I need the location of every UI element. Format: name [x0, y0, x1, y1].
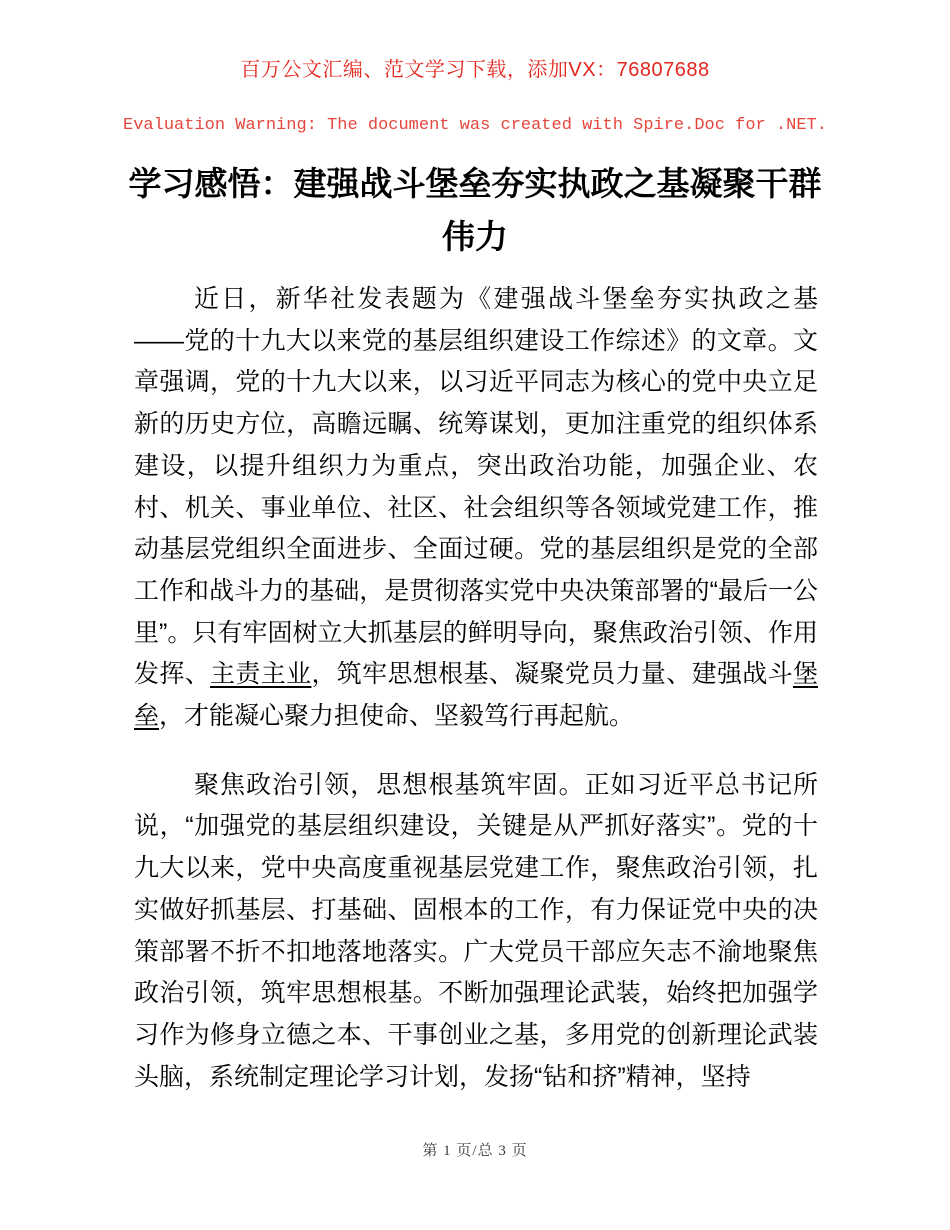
paragraph-1-underlined-phrase: 堡垒	[134, 660, 818, 731]
paragraph-1-text: 近日，新华社发表题为《建强战斗堡垒夯实执政之基——党的十九大以来党的基层组织建设工作综述》的文章。文章强调，党的十九大以来，以习近平同志为核心的党中央立足新的历史方位，高瞻远瞩、统筹谋划，更加注重党的组织体系建设，以提升组织力为重点，突出政治功能，加强企业、农村、机关、事业单位、社区、社会组织等各领域党建工作，推动基层党组织全面进步、全面过硬。党的基层组织是党的全部工作和战斗力的基础，是贯彻落实党中央决策部署的“最后一公里”。只有牢固树立大抓基层的鲜明导向，聚焦政治引领、作用发挥、	[134, 285, 818, 689]
paragraph-1-text: ，筑牢思想根基、凝聚党员力量、建强战斗	[311, 660, 793, 689]
paragraph-1-underlined-phrase: 主责主业	[210, 660, 312, 689]
paragraph-2	[134, 765, 818, 1099]
page-number-indicator: 第 1 页/总 3 页	[422, 1143, 528, 1159]
paragraph-1	[134, 279, 818, 738]
document-title: 学习感悟：建强战斗堡垒夯实执政之基凝聚干群伟力	[128, 165, 822, 255]
paragraph-2-text: 聚焦政治引领，思想根基筑牢固。正如习近平总书记所说，“加强党的基层组织建设，关键是从严抓好落实”。党的十九大以来，党中央高度重视基层党建工作，聚焦政治引领，扎实做好抓基层、打基础、固根本的工作，有力保证党中央的决策部署不折不扣地落地落实。广大党员干部应矢志不渝地聚焦政治引领，筑牢思想根基。不断加强理论武装，始终把加强学习作为修身立德之本、干事创业之基，多用党的创新理论武装头脑，系统制定理论学习计划，发扬“钻和挤”精神，坚持	[134, 770, 818, 1091]
promo-notice-text: 百万公文汇编、范文学习下载，添加VX：76807688	[240, 59, 710, 81]
paragraph-1-text: ，才能凝心聚力担使命、坚毅笃行再起航。	[159, 702, 635, 731]
document-body	[134, 279, 818, 1098]
evaluation-warning-text: Evaluation Warning: The document was created with Spire.Doc for .NET.	[123, 116, 827, 135]
